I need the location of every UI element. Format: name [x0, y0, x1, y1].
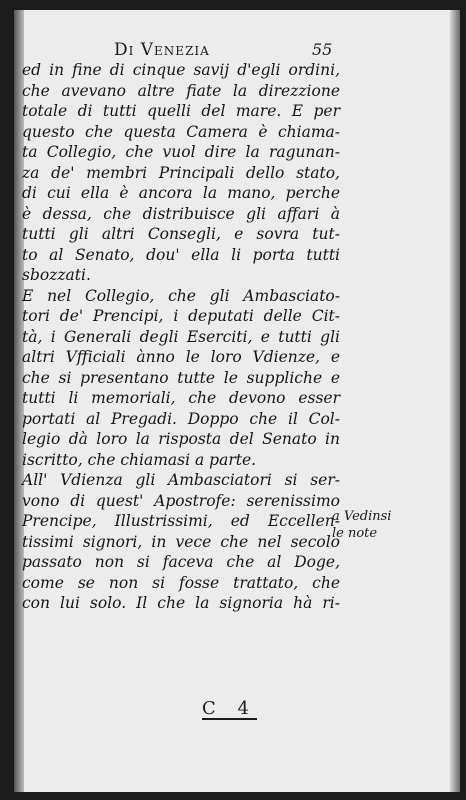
text-line: che avevano altre fiate la direzzione [22, 81, 340, 100]
text-line: All' Vdienza gli Ambasciatori si ser- [22, 471, 340, 489]
signature-text: C 4 [202, 698, 257, 719]
running-header-title: Di Venezia [114, 40, 210, 60]
text-line: tutti gli altri Consegli, e sovra tut- [22, 225, 340, 243]
paragraph-3 [22, 470, 340, 614]
text-line: come se non si fosse trattato, che [22, 573, 340, 592]
text-line: E nel Collegio, che gli Ambasciato- [22, 286, 340, 305]
text-line: tissimi signori, in vece che nel secolo [22, 532, 340, 551]
text-line: con lui solo. Il che la signoria hà ri- [22, 594, 340, 612]
text-line: Prencipe, Illustrissimi, ed Eccellen- [22, 512, 340, 530]
text-line: di cui ella è ancora la mano, perche [22, 184, 340, 202]
paragraph-1 [22, 60, 340, 286]
text-line: è dessa, che distribuisce gli affari à [22, 204, 340, 223]
text-line: tà, i Generali degli Eserciti, e tutti gli [22, 327, 340, 346]
page-gutter-right [450, 10, 460, 792]
paragraph-2 [22, 286, 340, 471]
text-line: che si presentano tutte le suppliche e [22, 368, 340, 387]
text-line: questo che questa Camera è chiama- [22, 122, 340, 141]
text-line: iscritto, che chiamasi a parte. [22, 450, 257, 469]
text-line: ed in fine di cinque savij d'egli ordini, [22, 61, 340, 79]
text-line: vono di quest' Apostrofe: serenissimo [22, 491, 340, 510]
text-line: portati al Pregadi. Doppo che il Col- [22, 409, 340, 428]
text-line: legio dà loro la risposta del Senato in [22, 430, 340, 448]
margin-note-line: a Vedinsi [332, 509, 392, 524]
margin-note [332, 508, 391, 542]
page-number: 55 [312, 40, 333, 59]
text-line: altri Vfficiali ànno le loro Vdienze, e [22, 348, 340, 366]
book-page [14, 10, 460, 792]
text-line: ta Collegio, che vuol dire la ragunan- [22, 143, 340, 161]
text-line: sbozzati. [22, 266, 91, 284]
text-line: tori de' Prencipi, i deputati delle Cit- [22, 307, 340, 325]
signature-mark [202, 698, 257, 720]
text-line: totale di tutti quelli del mare. E per [22, 102, 340, 120]
text-line: passato non si faceva che al Doge, [22, 553, 340, 571]
text-line: to al Senato, dou' ella li porta tutti [22, 245, 340, 264]
body-text [22, 60, 340, 614]
margin-note-line: le note [332, 526, 378, 541]
text-line: za de' membri Principali dello stato, [22, 163, 340, 182]
text-line: tutti li memoriali, che devono esser [22, 389, 340, 407]
